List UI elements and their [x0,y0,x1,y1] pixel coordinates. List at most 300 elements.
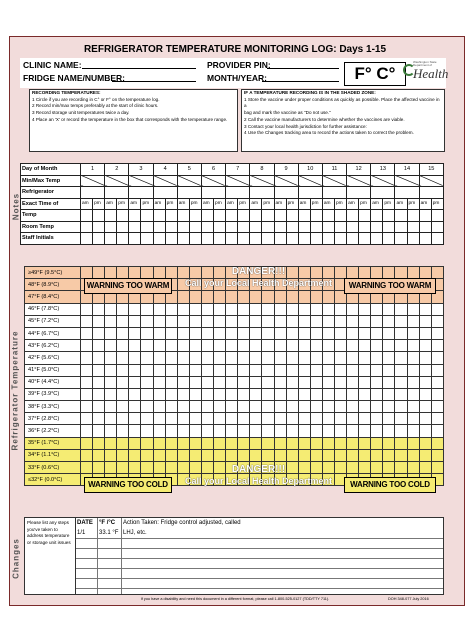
temp-cell[interactable] [117,340,129,352]
temp-cell[interactable] [81,364,93,376]
minmax-cell[interactable] [177,187,201,199]
minmax-cell[interactable] [347,187,371,199]
temp-cell[interactable] [153,327,165,339]
temp-cell[interactable] [431,376,443,388]
minmax-cell[interactable] [298,187,322,199]
temp-cell[interactable] [419,364,431,376]
temp-cell[interactable] [177,303,189,315]
temp-cell[interactable] [322,303,334,315]
temp-cell[interactable] [93,340,105,352]
temp-cell[interactable] [141,327,153,339]
entry-cell[interactable] [250,233,262,245]
temp-cell[interactable] [250,425,262,437]
temp-cell[interactable] [334,376,346,388]
temp-cell[interactable] [165,340,177,352]
temp-cell[interactable] [262,291,274,303]
temp-cell[interactable] [105,437,117,449]
temp-cell[interactable] [383,340,395,352]
minmax-cell[interactable] [250,175,274,187]
temp-cell[interactable] [129,315,141,327]
temp-cell[interactable] [359,425,371,437]
temp-cell[interactable] [431,340,443,352]
temp-cell[interactable] [93,462,105,474]
temp-cell[interactable] [310,425,322,437]
temp-cell[interactable] [274,352,286,364]
temp-cell[interactable] [105,327,117,339]
temp-cell[interactable] [250,401,262,413]
entry-cell[interactable] [93,210,105,222]
am-cell[interactable]: am [105,198,117,210]
entry-cell[interactable] [359,233,371,245]
temp-cell[interactable] [153,388,165,400]
temp-cell[interactable] [371,327,383,339]
minmax-cell[interactable] [322,175,346,187]
pm-cell[interactable]: pm [334,198,346,210]
changes-line[interactable] [76,578,443,579]
temp-cell[interactable] [226,352,238,364]
temp-cell[interactable] [383,364,395,376]
temp-cell[interactable] [310,364,322,376]
entry-cell[interactable] [383,233,395,245]
minmax-cell[interactable] [419,187,443,199]
temp-cell[interactable] [298,449,310,461]
temp-cell[interactable] [371,376,383,388]
temp-cell[interactable] [262,364,274,376]
pm-cell[interactable]: pm [310,198,322,210]
temp-cell[interactable] [419,303,431,315]
temp-cell[interactable] [238,291,250,303]
pm-cell[interactable]: pm [93,198,105,210]
temp-cell[interactable] [165,352,177,364]
temp-cell[interactable] [238,437,250,449]
temp-cell[interactable] [298,437,310,449]
temp-cell[interactable] [81,425,93,437]
am-cell[interactable]: am [177,198,189,210]
temp-cell[interactable] [165,364,177,376]
entry-cell[interactable] [298,221,310,233]
temp-cell[interactable] [93,303,105,315]
temp-cell[interactable] [407,376,419,388]
entry-cell[interactable] [226,221,238,233]
entry-cell[interactable] [407,221,419,233]
minmax-cell[interactable] [153,187,177,199]
temp-cell[interactable] [201,401,213,413]
temp-cell[interactable] [250,364,262,376]
temp-cell[interactable] [298,340,310,352]
minmax-cell[interactable] [298,175,322,187]
entry-cell[interactable] [81,233,93,245]
temp-cell[interactable] [129,449,141,461]
am-cell[interactable]: am [274,198,286,210]
temp-cell[interactable] [274,449,286,461]
entry-cell[interactable] [322,210,334,222]
entry-cell[interactable] [117,221,129,233]
temp-cell[interactable] [322,352,334,364]
temp-cell[interactable] [214,425,226,437]
entry-cell[interactable] [129,221,141,233]
temp-cell[interactable] [81,352,93,364]
temp-cell[interactable] [322,425,334,437]
entry-cell[interactable] [347,221,359,233]
temp-cell[interactable] [226,388,238,400]
temp-cell[interactable] [407,413,419,425]
entry-cell[interactable] [93,233,105,245]
temp-cell[interactable] [165,315,177,327]
temp-cell[interactable] [262,315,274,327]
temp-cell[interactable] [105,364,117,376]
entry-cell[interactable] [189,233,201,245]
temp-cell[interactable] [359,267,371,279]
temp-cell[interactable] [274,425,286,437]
temp-cell[interactable] [371,413,383,425]
temp-cell[interactable] [153,267,165,279]
temp-cell[interactable] [347,425,359,437]
temp-cell[interactable] [153,303,165,315]
temp-cell[interactable] [286,352,298,364]
entry-cell[interactable] [347,233,359,245]
temp-cell[interactable] [262,352,274,364]
temp-cell[interactable] [298,352,310,364]
temp-cell[interactable] [383,401,395,413]
temp-cell[interactable] [310,376,322,388]
temp-cell[interactable] [274,315,286,327]
temp-cell[interactable] [141,303,153,315]
temp-cell[interactable] [238,303,250,315]
temp-cell[interactable] [117,303,129,315]
entry-cell[interactable] [419,221,431,233]
temp-cell[interactable] [250,437,262,449]
temp-cell[interactable] [250,303,262,315]
temp-cell[interactable] [310,340,322,352]
temp-cell[interactable] [153,462,165,474]
unit-selector[interactable]: F° C° [344,62,406,86]
temp-cell[interactable] [419,388,431,400]
temp-cell[interactable] [395,449,407,461]
temp-cell[interactable] [81,340,93,352]
am-cell[interactable]: am [322,198,334,210]
temp-cell[interactable] [201,315,213,327]
temp-cell[interactable] [177,437,189,449]
temp-cell[interactable] [153,401,165,413]
temp-cell[interactable] [153,437,165,449]
temp-cell[interactable] [226,327,238,339]
entry-cell[interactable] [262,221,274,233]
temp-cell[interactable] [93,388,105,400]
temp-cell[interactable] [153,352,165,364]
entry-cell[interactable] [214,210,226,222]
temp-cell[interactable] [310,291,322,303]
temp-cell[interactable] [226,291,238,303]
entry-cell[interactable] [165,233,177,245]
temp-cell[interactable] [431,267,443,279]
temp-cell[interactable] [371,267,383,279]
entry-cell[interactable] [177,221,189,233]
temp-cell[interactable] [395,413,407,425]
temp-cell[interactable] [177,291,189,303]
temp-cell[interactable] [359,388,371,400]
temp-cell[interactable] [359,437,371,449]
temp-cell[interactable] [189,364,201,376]
entry-cell[interactable] [383,210,395,222]
entry-cell[interactable] [201,233,213,245]
temp-cell[interactable] [286,291,298,303]
temp-cell[interactable] [250,327,262,339]
temp-cell[interactable] [334,425,346,437]
temp-cell[interactable] [214,401,226,413]
temp-cell[interactable] [371,449,383,461]
provider-pin-field[interactable] [267,68,339,69]
temp-cell[interactable] [129,376,141,388]
temp-cell[interactable] [177,364,189,376]
minmax-cell[interactable] [347,175,371,187]
temp-cell[interactable] [201,449,213,461]
entry-cell[interactable] [81,221,93,233]
temp-cell[interactable] [129,303,141,315]
temp-cell[interactable] [93,352,105,364]
temp-cell[interactable] [407,267,419,279]
temp-cell[interactable] [141,401,153,413]
temp-cell[interactable] [407,340,419,352]
temp-cell[interactable] [105,315,117,327]
temp-cell[interactable] [93,267,105,279]
temp-cell[interactable] [201,352,213,364]
temp-cell[interactable] [286,315,298,327]
temp-cell[interactable] [262,413,274,425]
temp-cell[interactable] [310,437,322,449]
temp-cell[interactable] [407,449,419,461]
temp-cell[interactable] [214,364,226,376]
temp-cell[interactable] [177,340,189,352]
temp-cell[interactable] [347,364,359,376]
temp-cell[interactable] [189,401,201,413]
temp-cell[interactable] [226,364,238,376]
temp-cell[interactable] [141,376,153,388]
temp-cell[interactable] [153,315,165,327]
pm-cell[interactable]: pm [189,198,201,210]
temp-cell[interactable] [286,376,298,388]
temp-cell[interactable] [81,327,93,339]
entry-cell[interactable] [81,210,93,222]
temp-cell[interactable] [322,413,334,425]
am-cell[interactable]: am [81,198,93,210]
temp-cell[interactable] [431,388,443,400]
entry-cell[interactable] [250,210,262,222]
entry-cell[interactable] [274,210,286,222]
pm-cell[interactable]: pm [407,198,419,210]
temp-cell[interactable] [431,352,443,364]
temp-cell[interactable] [238,401,250,413]
temp-cell[interactable] [105,267,117,279]
temp-cell[interactable] [298,425,310,437]
temp-cell[interactable] [250,291,262,303]
temp-cell[interactable] [177,376,189,388]
temp-cell[interactable] [310,449,322,461]
minmax-cell[interactable] [177,175,201,187]
temp-cell[interactable] [189,291,201,303]
temp-cell[interactable] [250,388,262,400]
temp-cell[interactable] [407,425,419,437]
temp-cell[interactable] [371,340,383,352]
temp-cell[interactable] [214,352,226,364]
temp-cell[interactable] [395,303,407,315]
temp-cell[interactable] [359,376,371,388]
fridge-name-field[interactable] [112,81,196,82]
entry-cell[interactable] [250,221,262,233]
temp-cell[interactable] [81,413,93,425]
temp-cell[interactable] [105,401,117,413]
temp-cell[interactable] [165,327,177,339]
temp-cell[interactable] [153,413,165,425]
temp-cell[interactable] [165,388,177,400]
temp-cell[interactable] [310,327,322,339]
temp-cell[interactable] [322,388,334,400]
temp-cell[interactable] [286,364,298,376]
temp-cell[interactable] [141,364,153,376]
changes-area[interactable] [24,517,444,595]
am-cell[interactable]: am [395,198,407,210]
entry-cell[interactable] [298,233,310,245]
temp-cell[interactable] [407,437,419,449]
entry-cell[interactable] [334,233,346,245]
entry-cell[interactable] [201,221,213,233]
temp-cell[interactable] [395,376,407,388]
temp-cell[interactable] [201,364,213,376]
temp-cell[interactable] [431,327,443,339]
temp-cell[interactable] [286,388,298,400]
temp-cell[interactable] [226,376,238,388]
entry-cell[interactable] [322,233,334,245]
temp-cell[interactable] [286,303,298,315]
temp-cell[interactable] [250,352,262,364]
minmax-cell[interactable] [322,187,346,199]
temp-cell[interactable] [214,315,226,327]
entry-cell[interactable] [322,221,334,233]
temp-cell[interactable] [177,315,189,327]
temp-cell[interactable] [117,413,129,425]
entry-cell[interactable] [189,210,201,222]
temp-cell[interactable] [81,376,93,388]
entry-cell[interactable] [286,210,298,222]
temp-cell[interactable] [286,413,298,425]
temp-cell[interactable] [395,462,407,474]
temp-cell[interactable] [298,315,310,327]
temp-cell[interactable] [238,425,250,437]
temp-cell[interactable] [141,340,153,352]
temp-cell[interactable] [395,401,407,413]
temp-cell[interactable] [274,437,286,449]
temp-cell[interactable] [359,352,371,364]
temp-cell[interactable] [201,388,213,400]
temp-cell[interactable] [177,413,189,425]
entry-cell[interactable] [310,210,322,222]
temp-cell[interactable] [93,413,105,425]
temp-cell[interactable] [359,449,371,461]
pm-cell[interactable]: pm [262,198,274,210]
temp-cell[interactable] [395,425,407,437]
temp-cell[interactable] [214,449,226,461]
temp-cell[interactable] [322,291,334,303]
temp-cell[interactable] [262,340,274,352]
temp-cell[interactable] [419,352,431,364]
temp-cell[interactable] [105,376,117,388]
temp-cell[interactable] [81,449,93,461]
entry-cell[interactable] [105,221,117,233]
temp-cell[interactable] [250,315,262,327]
temp-cell[interactable] [262,303,274,315]
temp-cell[interactable] [250,376,262,388]
temp-cell[interactable] [310,388,322,400]
temp-cell[interactable] [189,388,201,400]
temp-cell[interactable] [359,364,371,376]
temp-cell[interactable] [359,303,371,315]
changes-line[interactable] [76,548,443,549]
temp-cell[interactable] [334,401,346,413]
minmax-cell[interactable] [419,175,443,187]
temp-cell[interactable] [189,303,201,315]
entry-cell[interactable] [238,221,250,233]
temp-cell[interactable] [371,437,383,449]
temp-cell[interactable] [93,425,105,437]
temp-cell[interactable] [419,327,431,339]
entry-cell[interactable] [214,233,226,245]
temp-cell[interactable] [347,462,359,474]
temp-cell[interactable] [141,388,153,400]
temp-cell[interactable] [93,437,105,449]
temp-cell[interactable] [286,437,298,449]
temp-cell[interactable] [81,462,93,474]
temp-cell[interactable] [407,388,419,400]
temp-cell[interactable] [238,449,250,461]
temp-cell[interactable] [93,327,105,339]
minmax-cell[interactable] [274,187,298,199]
temp-cell[interactable] [334,340,346,352]
temp-cell[interactable] [371,462,383,474]
temp-cell[interactable] [322,376,334,388]
temp-cell[interactable] [117,315,129,327]
temp-cell[interactable] [189,352,201,364]
entry-cell[interactable] [334,210,346,222]
temp-cell[interactable] [286,340,298,352]
entry-cell[interactable] [141,210,153,222]
temp-cell[interactable] [407,401,419,413]
temp-cell[interactable] [226,413,238,425]
temp-cell[interactable] [334,327,346,339]
temp-cell[interactable] [395,267,407,279]
entry-cell[interactable] [383,221,395,233]
temp-cell[interactable] [129,401,141,413]
temp-cell[interactable] [395,315,407,327]
temp-cell[interactable] [407,315,419,327]
temp-cell[interactable] [310,315,322,327]
temp-cell[interactable] [262,449,274,461]
temp-cell[interactable] [165,413,177,425]
temp-cell[interactable] [274,413,286,425]
am-cell[interactable]: am [298,198,310,210]
temp-cell[interactable] [322,401,334,413]
temp-cell[interactable] [129,352,141,364]
temp-cell[interactable] [419,401,431,413]
minmax-cell[interactable] [81,187,105,199]
entry-cell[interactable] [153,210,165,222]
entry-cell[interactable] [419,210,431,222]
entry-cell[interactable] [238,210,250,222]
temp-cell[interactable] [274,388,286,400]
temp-cell[interactable] [250,413,262,425]
temp-cell[interactable] [274,303,286,315]
changes-line[interactable] [76,588,443,589]
temp-cell[interactable] [117,462,129,474]
temp-cell[interactable] [383,388,395,400]
